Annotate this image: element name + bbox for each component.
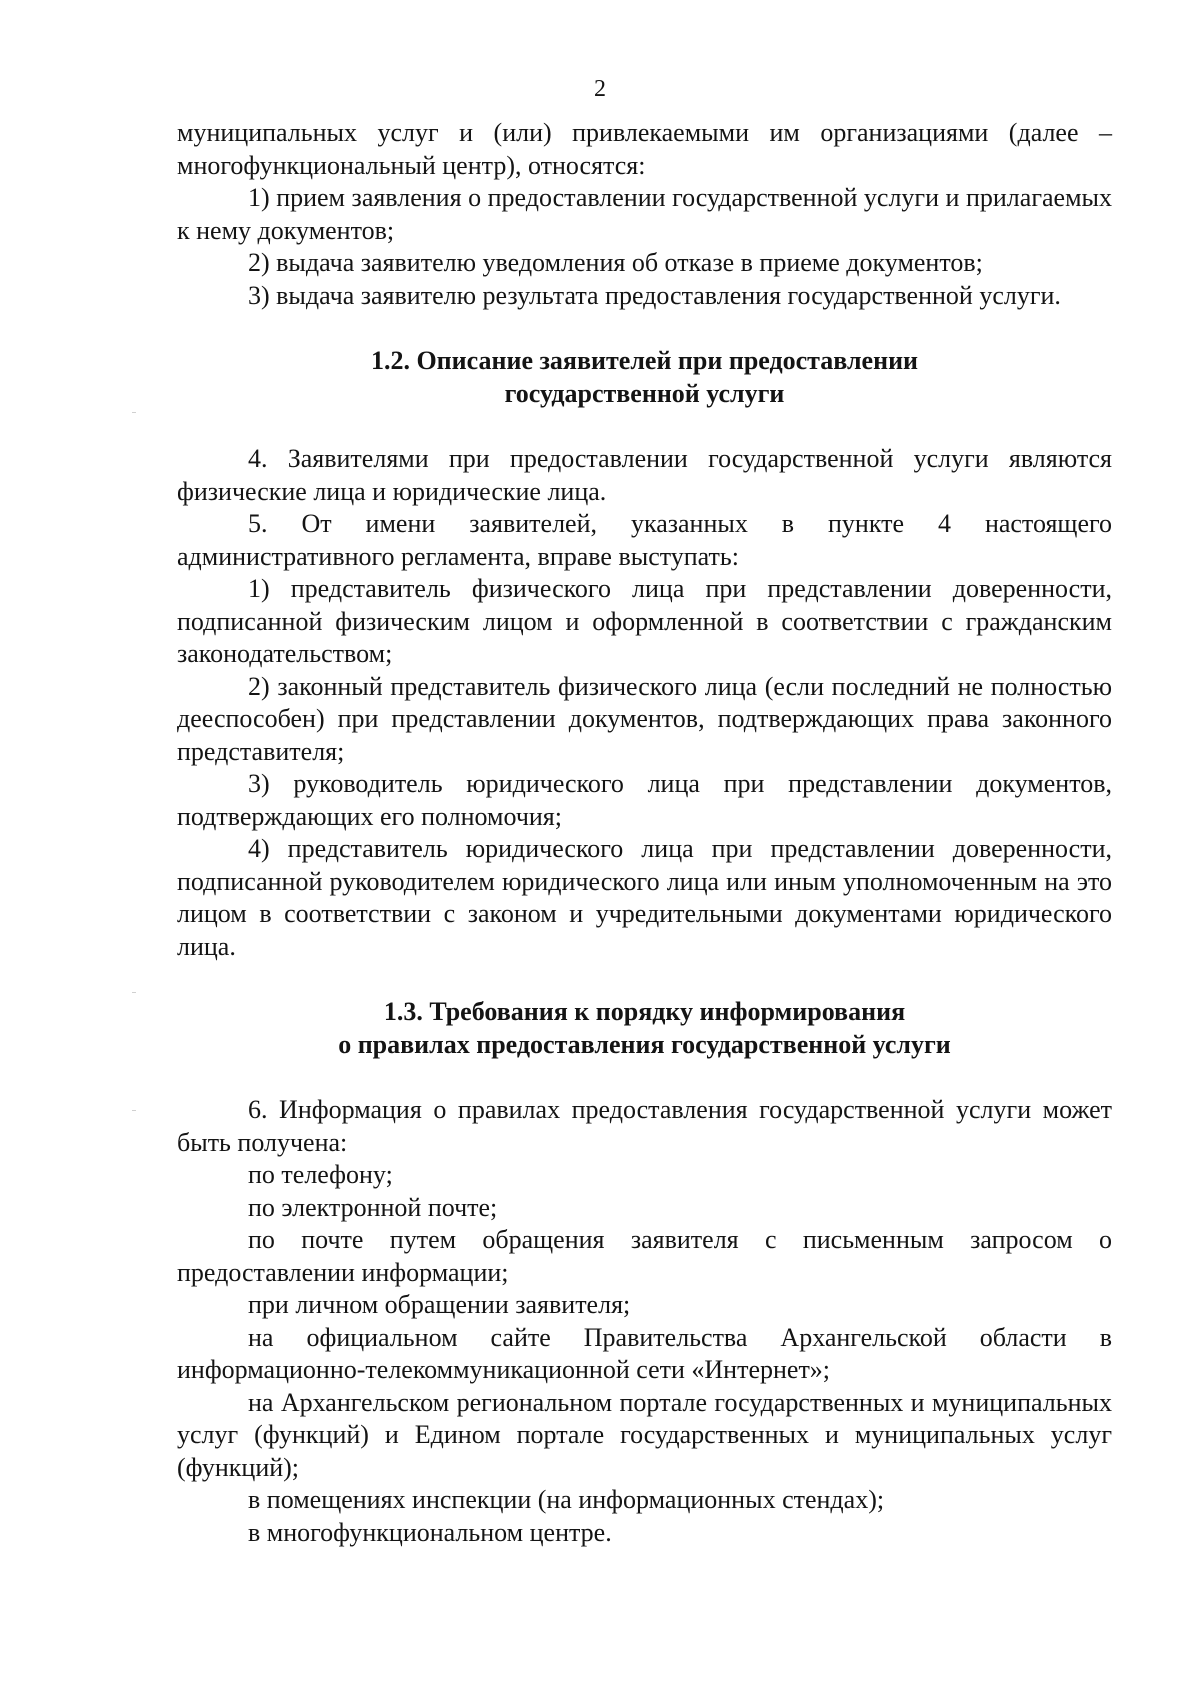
scan-margin-mark [132, 412, 136, 413]
list-item: 4) представитель юридического лица при представлении доверенности, подписанной руководителем юридического лица или иным уполномоченным на это лицом в соответствии с законом и учредительными документами юридического лица. [177, 834, 1112, 961]
section-heading-line: 1.3. Требования к порядку информирования [383, 997, 906, 1026]
list-item: на официальном сайте Правительства Архангельской области в информационно-телекоммуникационной сети «Интернет»; [177, 1322, 1112, 1384]
scan-margin-mark [132, 1110, 136, 1111]
list-item: по почте путем обращения заявителя с письменным запросом о предоставлении информации; [177, 1225, 1112, 1287]
section-heading-line: государственной услуги [504, 378, 785, 408]
list-item: 2) законный представитель физического лица (если последний не полностью дееспособен) при представлении документов, подтверждающих права законного представителя; [177, 671, 1112, 766]
list-item: 3) выдача заявителю результата предоставления государственной услуги. [248, 280, 1061, 310]
list-item: по телефону; [248, 1160, 393, 1189]
document-body [177, 117, 1112, 1549]
paragraph-4: 4. Заявителями при предоставлении государственной услуги являются физические лица и юридические лица. [177, 444, 1112, 506]
paragraph-6: 6. Информация о правилах предоставления государственной услуги может быть получена: [177, 1095, 1112, 1157]
section-heading-line: 1.2. Описание заявителей при предоставлении [370, 346, 919, 375]
section-heading-line: о правилах предоставления государственной услуги [338, 1029, 951, 1059]
list-item: 3) руководитель юридического лица при представлении документов, подтверждающих его полномочия; [177, 769, 1112, 831]
list-item: 1) прием заявления о предоставлении государственной услуги и прилагаемых к нему документов; [177, 183, 1112, 245]
scan-margin-mark [132, 992, 136, 993]
section-heading-1-2 [177, 345, 1112, 410]
list-item: при личном обращении заявителя; [248, 1290, 631, 1319]
list-item: в многофункциональном центре. [248, 1517, 612, 1547]
list-item: в помещениях инспекции (на информационных стендах); [248, 1485, 885, 1514]
list-item: 2) выдача заявителю уведомления об отказе в приеме документов; [248, 248, 983, 277]
page-number: 2 [594, 76, 606, 102]
list-item: 1) представитель физического лица при представлении доверенности, подписанной физическим лицом и оформленной в соответствии с гражданским законодательством; [177, 574, 1112, 668]
paragraph-5: 5. От имени заявителей, указанных в пункте 4 настоящего административного регламента, вправе выступать: [177, 509, 1112, 571]
list-item: на Архангельском региональном портале государственных и муниципальных услуг (функций) и Едином портале государственных и муниципальных услуг (функций); [177, 1387, 1112, 1482]
intro-continuation: муниципальных услуг и (или) привлекаемыми им организациями (далее – многофункциональный центр), относятся: [177, 118, 1112, 180]
section-heading-1-3 [177, 996, 1112, 1061]
list-item: по электронной почте; [248, 1192, 498, 1222]
